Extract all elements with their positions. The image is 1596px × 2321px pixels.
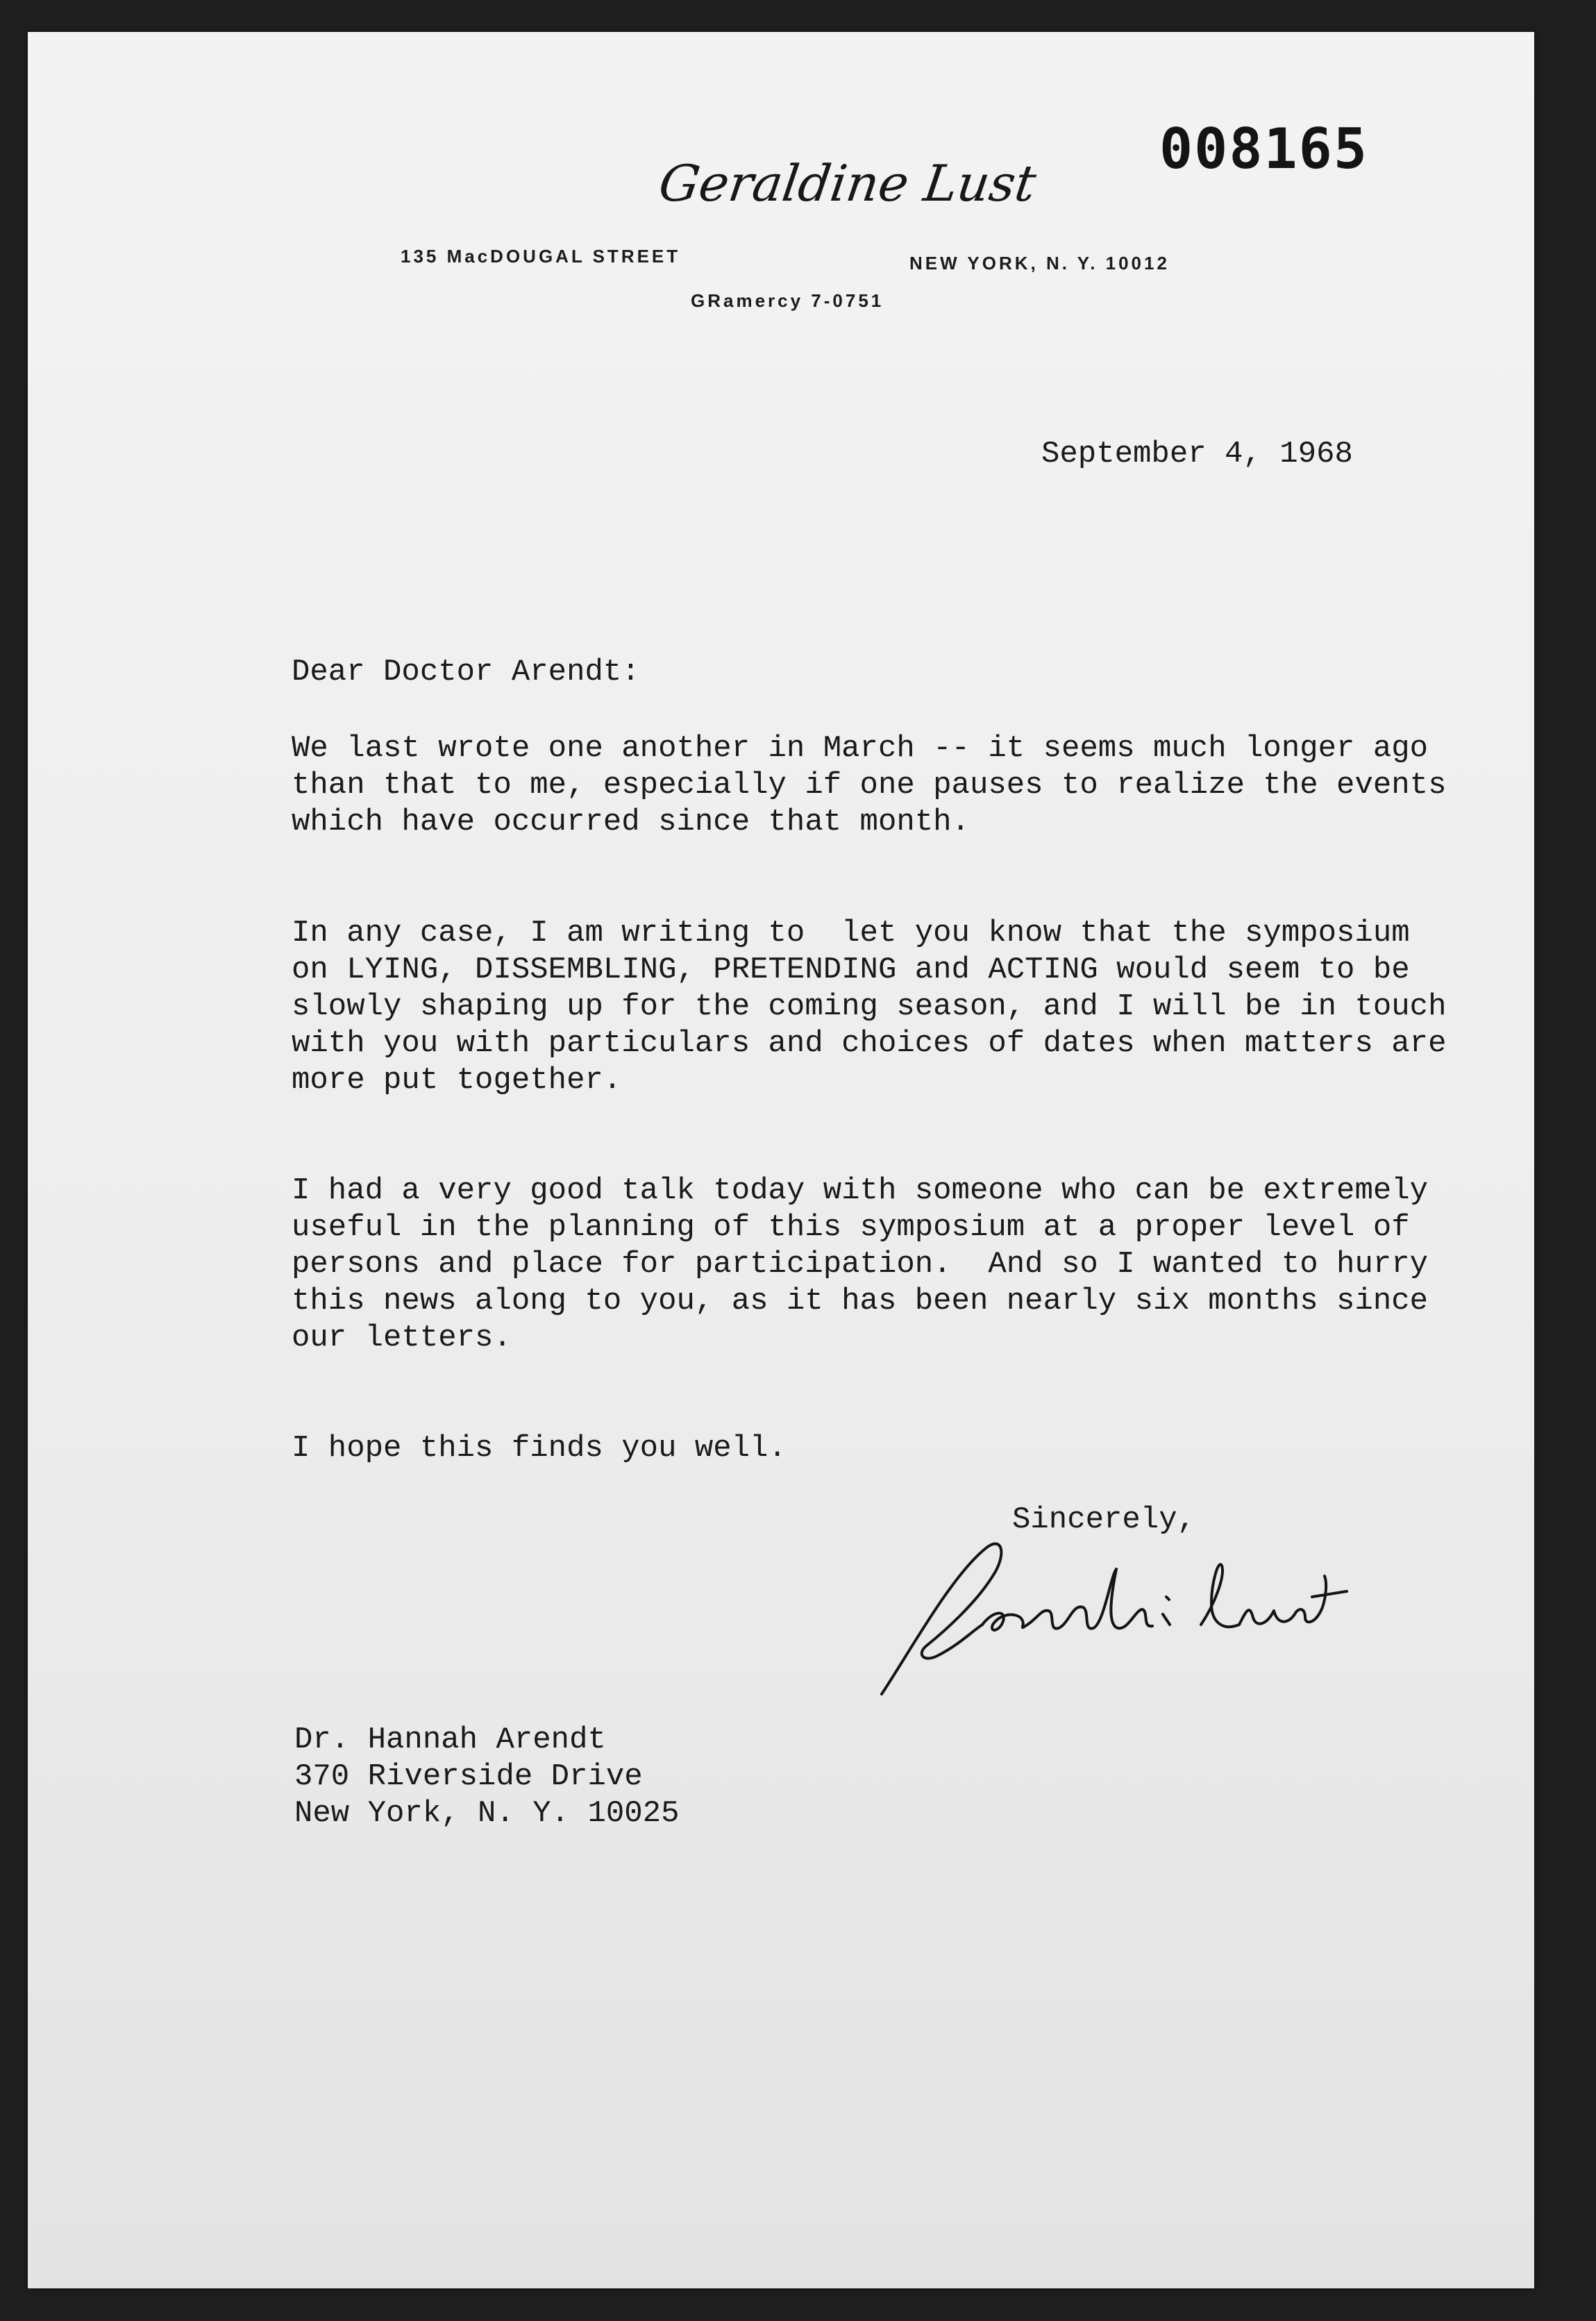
recipient-city: New York, N. Y. 10025	[294, 1796, 680, 1831]
letter-page	[28, 32, 1534, 2288]
body-paragraph: In any case, I am writing to let you know that the symposium on LYING, DISSEMBLING, PRETENDING and ACTING would seem to be slowly shaping up for the coming season, and I will be in touch with you with particulars and choices of dates when matters are more put together.	[292, 916, 1447, 1098]
letterhead-phone: GRamercy 7-0751	[691, 290, 884, 311]
salutation: Dear Doctor Arendt:	[292, 655, 640, 689]
letterhead-city: NEW YORK, N. Y. 10012	[909, 253, 1170, 274]
closing: Sincerely,	[1012, 1502, 1196, 1537]
recipient-address	[294, 1722, 680, 1832]
recipient-street: 370 Riverside Drive	[294, 1759, 643, 1794]
letter-date: September 4, 1968	[1041, 437, 1353, 471]
document-number: 008165	[1159, 117, 1368, 181]
body-paragraph: I had a very good talk today with someone who can be extremely useful in the planning of this symposium at a proper level of persons and place for participation. And so I wanted to hurry this news along to you, as it has been nearly six months since our letters.	[292, 1173, 1429, 1355]
recipient-name: Dr. Hannah Arendt	[294, 1723, 606, 1757]
body-paragraph: We last wrote one another in March -- it seems much longer ago than that to me, especially if one pauses to realize the events which have occurred since that month.	[292, 731, 1447, 839]
letterhead-street: 135 MacDOUGAL STREET	[401, 246, 681, 267]
handwritten-signature	[861, 1527, 1388, 1722]
letterhead-name: Geraldine Lust	[655, 154, 1040, 212]
body-paragraph: I hope this finds you well.	[292, 1431, 787, 1466]
